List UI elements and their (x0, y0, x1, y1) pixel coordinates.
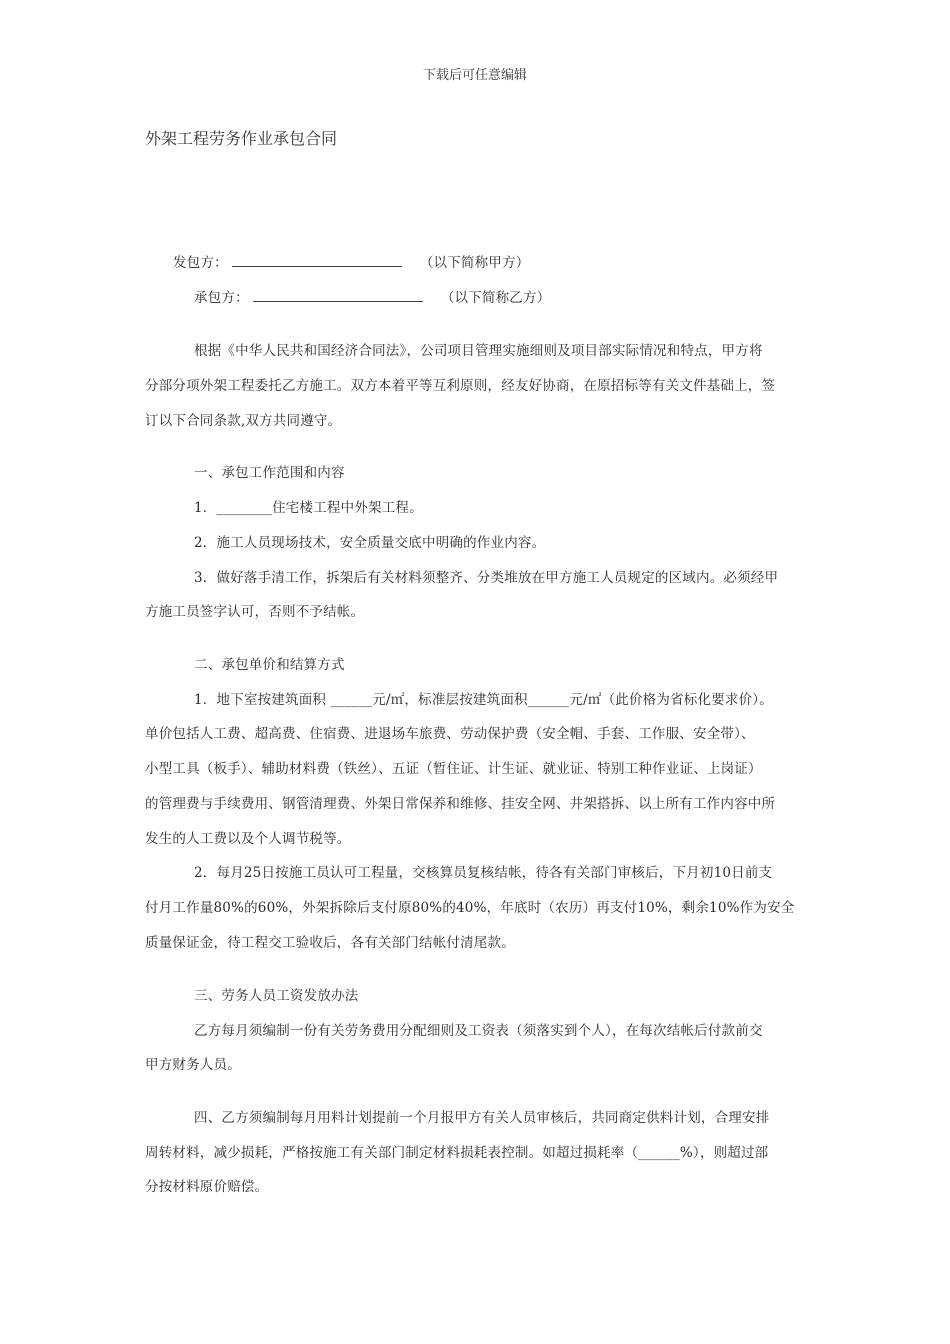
party-b-label: 承包方： (194, 290, 249, 306)
clause-line: 方施工员签字认可，否则不予结帐。 (145, 604, 365, 620)
section-heading: 二、承包单价和结算方式 (194, 657, 345, 673)
party-a-line (173, 251, 529, 271)
clause-line: 2．施工人员现场技术，安全质量交底中明确的作业内容。 (194, 535, 546, 551)
party-b-note: （以下简称乙方） (440, 290, 551, 306)
intro-line: 分部分项外架工程委托乙方施工。双方本着平等互利原则，经友好协商，在原招标等有关文件基础上，签 (145, 378, 776, 394)
party-b-line (194, 286, 550, 306)
clause-line: 乙方每月须编制一份有关劳务费用分配细则及工资表（须落实到个人），在每次结帐后付款前交 (194, 1023, 763, 1039)
clause-line: 1．地下室按建筑面积 ______元/㎡，标准层按建筑面积______元/㎡（此价格为省标化要求价）。 (194, 692, 773, 708)
section-heading: 一、承包工作范围和内容 (194, 465, 345, 481)
clause-line: 分按材料原价赔偿。 (145, 1179, 269, 1195)
intro-line: 订以下合同条款,双方共同遵守。 (145, 413, 342, 429)
party-a-blank (232, 254, 402, 267)
header-note: 下载后可任意编辑 (422, 68, 527, 83)
clause-line: 小型工具（板手）、辅助材料费（铁丝）、五证（暂住证、计生证、就业证、特别工种作业证、上岗证） (145, 761, 762, 777)
party-a-label: 发包方： (173, 255, 228, 271)
clause-line: 3．做好落手清工作，拆架后有关材料须整齐、分类堆放在甲方施工人员规定的区域内。必须经甲 (194, 570, 779, 586)
clause-line: 单价包括人工费、超高费、住宿费、进退场车旅费、劳动保护费（安全帽、手套、工作服、安全带）、 (145, 726, 755, 742)
clause-line: 甲方财务人员。 (145, 1057, 241, 1073)
section-heading: 三、劳务人员工资发放办法 (194, 988, 359, 1004)
party-a-note: （以下简称甲方） (419, 255, 530, 271)
clause-line: 付月工作量80%的60%，外架拆除后支付原80%的40%，年底时（农历）再支付10%，剩余10%作为安全 (145, 900, 795, 916)
clause-line: 1．________住宅楼工程中外架工程。 (194, 500, 423, 516)
intro-line: 根据《中华人民共和国经济合同法》，公司项目管理实施细则及项目部实际情况和特点，甲方将 (194, 343, 763, 359)
clause-line: 2．每月25日按施工员认可工程量，交核算员复核结帐，待各有关部门审核后，下月初10日前支 (194, 865, 773, 881)
party-b-blank (253, 289, 423, 302)
clause-line: 质量保证金，待工程交工验收后，各有关部门结帐付清尾款。 (145, 935, 515, 951)
clause-line: 发生的人工费以及个人调节税等。 (145, 831, 351, 847)
clause-line: 四、乙方须编制每月用料计划提前一个月报甲方有关人员审核后，共同商定供料计划，合理安排 (194, 1110, 770, 1126)
clause-line: 的管理费与手续费用、钢管清理费、外架日常保养和维修、挂安全网、井架搭拆、以上所有工作内容中所 (145, 796, 776, 812)
document-title: 外架工程劳务作业承包合同 (145, 129, 338, 148)
clause-line: 周转材料，减少损耗，严格按施工有关部门制定材料损耗表控制。如超过损耗率（______%），则超过部 (145, 1145, 769, 1161)
